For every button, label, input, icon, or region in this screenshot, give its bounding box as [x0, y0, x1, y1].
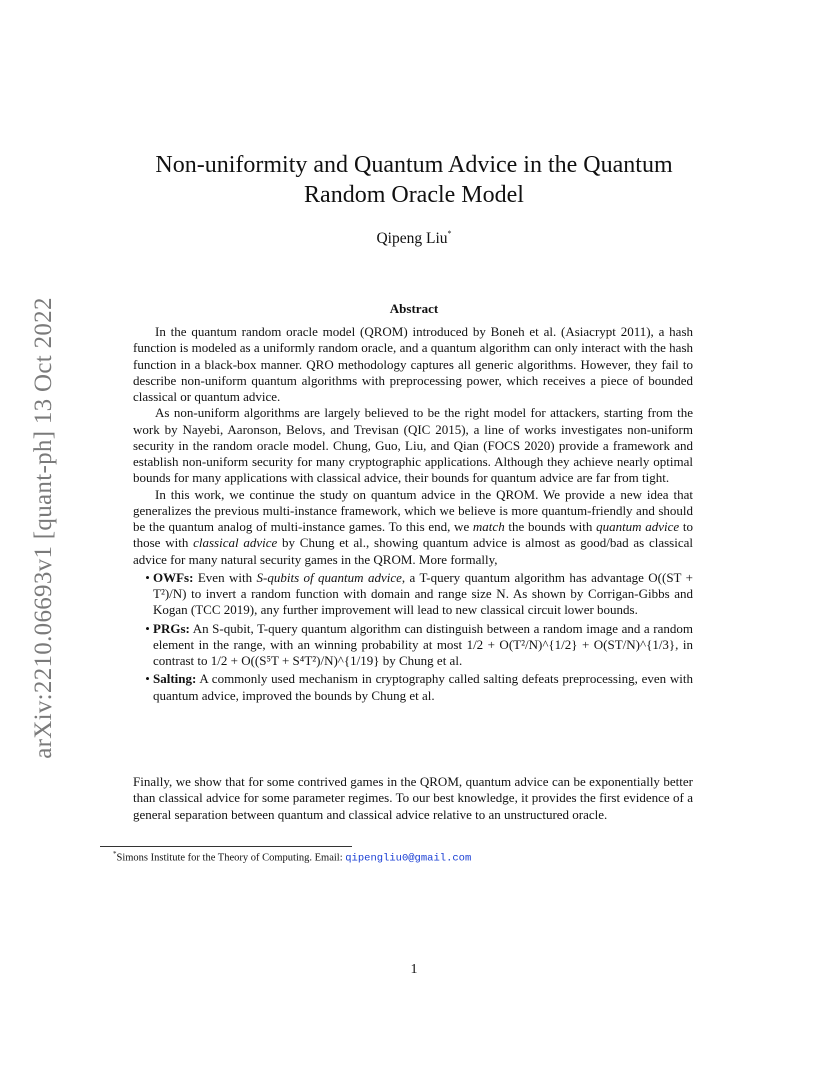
- footnote-mark: *: [113, 850, 117, 858]
- results-list: [133, 570, 693, 704]
- footnote-rule: [100, 846, 352, 847]
- abstract-paragraph-3: In this work, we continue the study on quantum advice in the QROM. We provide a new idea that generalizes the previous multi-instance framework, which we believe is more quantum-friendly and should be the quantum analog of multi-instance games. To this end, we match the bounds with quantum advice to those with classical advice by Chung et al., showing quantum advice is almost as good/bad as classical advice for many natural security games in the QROM. More formally,: [133, 486, 693, 567]
- arxiv-stamp-text: arXiv:2210.06693v1 [quant-ph] 13 Oct 2022: [30, 297, 57, 759]
- list-item-prg: • PRGs: An S-qubit, T-query quantum algorithm can distinguish between a random image and a random element in the range, with an winning probability at most 1/2 + O(T²/N)^{1/2} + O(ST/N)^{1/3}, in contrast to 1/2 + O((S⁵T + S⁴T²)/N)^{1/19} by Chung et al.: [153, 621, 693, 670]
- author-footnote-mark: *: [447, 229, 452, 238]
- page-number: 1: [410, 962, 418, 977]
- abstract-final-paragraph: Finally, we show that for some contrived games in the QROM, quantum advice can be exponentially better than classical advice for some parameter regimes. To our best knowledge, it provides the first evidence of a general separation between quantum and classical advice relative to an unstructured oracle.: [133, 774, 693, 822]
- abstract-paragraph-1: In the quantum random oracle model (QROM) introduced by Boneh et al. (Asiacrypt 2011), a hash function is modeled as a uniformly random oracle, and a quantum algorithm can only interact with the hash function in a black-box manner. QRO methodology captures all generic algorithms. However, they fail to describe non-uniform quantum algorithms with preprocessing power, which receives a piece of bounded classical or quantum advice.: [133, 324, 693, 404]
- title-line-1: Non-uniformity and Quantum Advice in the Quantum: [155, 152, 673, 178]
- author: [100, 230, 728, 248]
- list-item-salting: • Salting: A commonly used mechanism in cryptography called salting defeats preprocessing, even with quantum advice, improved the bounds by Chung et al.: [153, 671, 693, 704]
- arxiv-stamp: [22, 278, 66, 778]
- abstract-paragraph-2: As non-uniform algorithms are largely believed to be the right model for attackers, starting from the work by Nayebi, Aaronson, Belovs, and Trevisan (QIC 2015), a line of works investigates non-uniform security in the random oracle model. Chung, Guo, Liu, and Qian (FOCS 2020) provide a framework and establish non-uniform security for many cryptographic applications. Although they achieve nearly optimal bounds for many applications with classical advice, their bounds for quantum advice are far from tight.: [133, 405, 693, 486]
- author-name: Qipeng Liu: [376, 230, 448, 247]
- list-item-owf: • OWFs: Even with S-qubits of quantum advice, a T-query quantum algorithm has advantage O((ST + T²)/N) to invert a random function with domain and range size N. As shown by Corrigan-Gibbs and Kogan (TCC 2019), any further improvement will lead to new classical circuit lower bounds.: [153, 570, 693, 619]
- abstract-body: [133, 324, 693, 706]
- footnote: [113, 850, 471, 865]
- paper-title: [100, 150, 728, 210]
- email-link[interactable]: qipengliu0@gmail.com: [345, 852, 472, 865]
- title-line-2: Random Oracle Model: [304, 182, 524, 208]
- abstract-heading: Abstract: [389, 301, 439, 316]
- footnote-text: Simons Institute for the Theory of Computing. Email:: [116, 852, 346, 864]
